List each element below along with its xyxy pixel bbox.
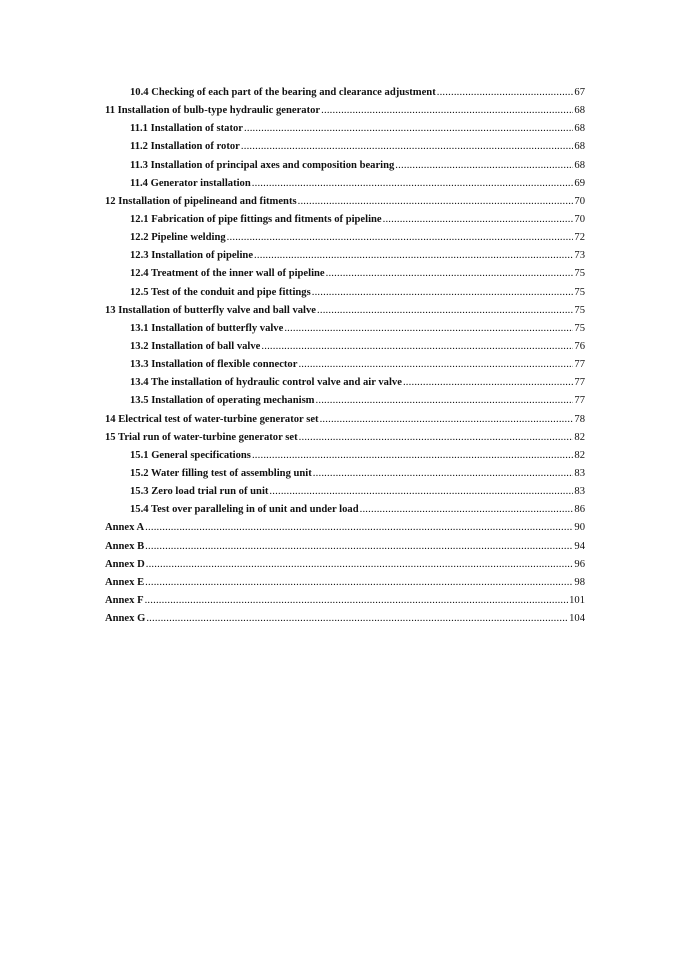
toc-entry-page: 68 (574, 141, 585, 153)
toc-entry[interactable] (105, 265, 585, 283)
toc-leader-dots (437, 84, 574, 102)
toc-entry-page: 73 (574, 250, 585, 262)
toc-leader-dots (252, 447, 573, 465)
toc-entry-page: 96 (574, 558, 585, 570)
toc-leader-dots (227, 229, 574, 247)
toc-entry[interactable] (105, 538, 585, 556)
toc-entry-page: 77 (574, 377, 585, 389)
toc-entry-title: 15.4 Test over paralleling in of unit and under load (130, 504, 359, 516)
toc-entry[interactable] (105, 193, 585, 211)
toc-entry[interactable] (105, 175, 585, 193)
toc-entry-page: 75 (574, 304, 585, 316)
toc-leader-dots (269, 483, 573, 501)
toc-leader-dots (284, 320, 573, 338)
toc-entry[interactable] (105, 592, 585, 610)
toc-entry-title: 11.4 Generator installation (130, 177, 251, 189)
toc-leader-dots (298, 193, 574, 211)
toc-entry-title: 11 Installation of bulb-type hydraulic generator (105, 105, 321, 117)
toc-entry[interactable] (105, 284, 585, 302)
toc-entry[interactable] (105, 211, 585, 229)
toc-entry-title: 13.1 Installation of butterfly valve (130, 322, 284, 334)
toc-entry[interactable] (105, 120, 585, 138)
toc-entry-title: 11.2 Installation of rotor (130, 141, 240, 153)
toc-entry[interactable] (105, 157, 585, 175)
toc-entry-page: 70 (574, 195, 585, 207)
toc-entry-title: 13.4 The installation of hydraulic control valve and air valve (130, 377, 402, 389)
toc-entry-title: 12.5 Test of the conduit and pipe fittings (130, 286, 311, 298)
toc-entry-page: 90 (574, 522, 585, 534)
toc-leader-dots (383, 211, 574, 229)
toc-entry-page: 86 (574, 504, 585, 516)
toc-entry[interactable] (105, 447, 585, 465)
toc-entry-page: 82 (574, 431, 585, 443)
toc-entry[interactable] (105, 465, 585, 483)
toc-entry-page: 75 (574, 286, 585, 298)
toc-entry-title: 15.3 Zero load trial run of unit (130, 486, 269, 498)
toc-entry-page: 69 (574, 177, 585, 189)
toc-entry-title: 12.3 Installation of pipeline (130, 250, 254, 262)
toc-entry-page: 75 (574, 268, 585, 280)
toc-entry[interactable] (105, 374, 585, 392)
toc-entry-page: 83 (574, 486, 585, 498)
toc-leader-dots (320, 411, 574, 429)
toc-entry-title: Annex E (105, 576, 145, 588)
toc-leader-dots (299, 429, 574, 447)
toc-leader-dots (298, 356, 573, 374)
toc-entry-page: 83 (574, 467, 585, 479)
toc-entry[interactable] (105, 356, 585, 374)
table-of-contents (105, 84, 585, 628)
toc-entry[interactable] (105, 229, 585, 247)
toc-leader-dots (326, 265, 574, 283)
toc-entry-page: 68 (574, 123, 585, 135)
toc-entry[interactable] (105, 84, 585, 102)
toc-entry[interactable] (105, 556, 585, 574)
toc-entry-title: 11.1 Installation of stator (130, 123, 244, 135)
toc-leader-dots (395, 157, 573, 175)
toc-entry-page: 77 (574, 395, 585, 407)
toc-entry-title: 13 Installation of butterfly valve and ball valve (105, 304, 317, 316)
toc-leader-dots (241, 138, 574, 156)
toc-leader-dots (317, 302, 573, 320)
toc-leader-dots (252, 175, 574, 193)
toc-entry-title: Annex F (105, 594, 144, 606)
toc-entry[interactable] (105, 574, 585, 592)
toc-entry[interactable] (105, 302, 585, 320)
toc-entry-title: 13.5 Installation of operating mechanism (130, 395, 315, 407)
toc-leader-dots (145, 592, 569, 610)
toc-entry-page: 77 (574, 359, 585, 371)
toc-entry-title: 15.2 Water filling test of assembling unit (130, 467, 312, 479)
toc-entry-title: Annex D (105, 558, 145, 570)
toc-entry-page: 82 (574, 449, 585, 461)
toc-leader-dots (146, 610, 568, 628)
toc-leader-dots (145, 538, 573, 556)
toc-entry[interactable] (105, 411, 585, 429)
toc-entry-page: 68 (574, 159, 585, 171)
toc-entry-title: 15 Trial run of water-turbine generator set (105, 431, 298, 443)
toc-leader-dots (145, 519, 573, 537)
toc-entry-page: 68 (574, 105, 585, 117)
toc-leader-dots (316, 392, 574, 410)
toc-entry-page: 104 (569, 613, 585, 625)
toc-leader-dots (321, 102, 573, 120)
toc-entry[interactable] (105, 429, 585, 447)
toc-entry[interactable] (105, 610, 585, 628)
toc-leader-dots (261, 338, 573, 356)
toc-leader-dots (403, 374, 573, 392)
toc-entry-page: 101 (569, 594, 585, 606)
toc-entry-title: 13.2 Installation of ball valve (130, 340, 261, 352)
toc-entry-page: 98 (574, 576, 585, 588)
toc-entry-page: 72 (574, 232, 585, 244)
toc-entry-title: 12.4 Treatment of the inner wall of pipeline (130, 268, 325, 280)
toc-entry-page: 78 (574, 413, 585, 425)
toc-entry[interactable] (105, 338, 585, 356)
toc-leader-dots (145, 574, 573, 592)
toc-entry-title: 15.1 General specifications (130, 449, 251, 461)
toc-entry-title: 13.3 Installation of flexible connector (130, 359, 298, 371)
toc-entry-title: Annex A (105, 522, 145, 534)
toc-entry-title: 12.1 Fabrication of pipe fittings and fitments of pipeline (130, 213, 382, 225)
toc-entry-title: 12.2 Pipeline welding (130, 232, 226, 244)
toc-entry-page: 67 (574, 87, 585, 98)
toc-entry[interactable] (105, 320, 585, 338)
toc-entry-title: Annex B (105, 540, 145, 552)
toc-entry[interactable] (105, 392, 585, 410)
toc-entry-title: 14 Electrical test of water-turbine generator set (105, 413, 319, 425)
toc-entry-title: 11.3 Installation of principal axes and composition bearing (130, 159, 395, 171)
toc-entry-page: 75 (574, 322, 585, 334)
toc-entry[interactable] (105, 519, 585, 537)
toc-leader-dots (146, 556, 574, 574)
toc-entry-title: 10.4 Checking of each part of the bearing and clearance adjustment (130, 87, 436, 98)
toc-entry-page: 94 (574, 540, 585, 552)
toc-entry[interactable] (105, 501, 585, 519)
toc-entry[interactable] (105, 138, 585, 156)
toc-entry-title: 12 Installation of pipelineand and fitments (105, 195, 297, 207)
toc-entry[interactable] (105, 102, 585, 120)
toc-leader-dots (244, 120, 573, 138)
toc-entry-page: 76 (574, 340, 585, 352)
toc-entry-title: Annex G (105, 613, 146, 625)
toc-leader-dots (360, 501, 574, 519)
toc-leader-dots (313, 465, 574, 483)
toc-entry-page: 70 (574, 213, 585, 225)
toc-entry[interactable] (105, 483, 585, 501)
toc-leader-dots (312, 284, 574, 302)
toc-leader-dots (254, 247, 573, 265)
toc-entry[interactable] (105, 247, 585, 265)
